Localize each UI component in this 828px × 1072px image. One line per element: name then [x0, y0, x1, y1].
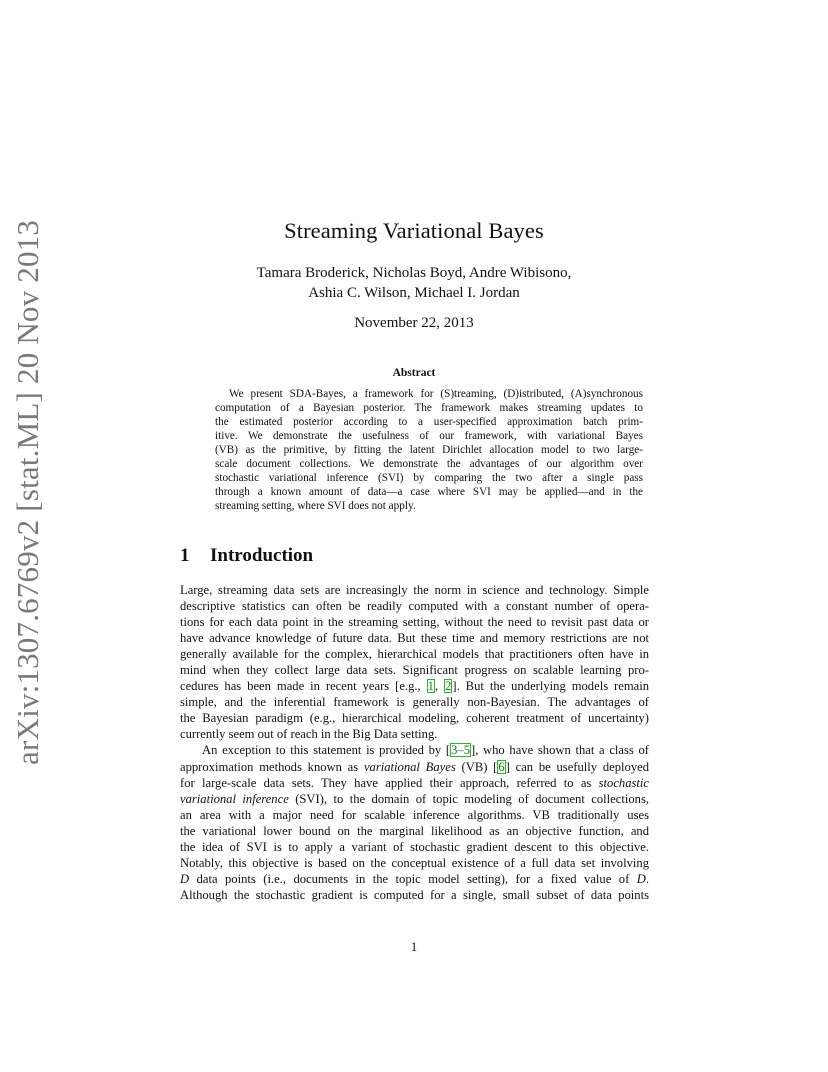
body-line: the idea of SVI is to apply a variant of stochastic gradient descent to this objective. [180, 839, 649, 854]
section-heading [180, 545, 313, 567]
text-fragment: ] can be usefully deployed [505, 759, 650, 774]
text-fragment: cedures has been made in recent years [e.g., [180, 679, 421, 694]
arxiv-identifier: arXiv:1307.6769v2 [stat.ML] 20 Nov 2013 [10, 219, 45, 765]
body-line [180, 775, 649, 791]
body-line: cedures has been made in recent years [e.g., 1, 2]. But the underlying models remain [180, 679, 650, 694]
abstract-line: streaming setting, where SVI does not apply. [215, 499, 416, 512]
author-list [0, 264, 828, 303]
paper-title: Streaming Variational Bayes [284, 218, 544, 243]
body-line: an area with a major need for scalable inference algorithms. VB traditionally uses [180, 807, 649, 822]
text-fragment: An exception to this statement is provided by [ [202, 743, 451, 758]
authors-line-2: Ashia C. Wilson, Michael I. Jordan [308, 284, 520, 301]
body-line [180, 871, 649, 887]
body-line: generally available for the complex, hierarchical models that practitioners often have in [180, 647, 649, 662]
section-number: 1 [180, 545, 190, 566]
text-fragment: ]. But the underlying models remain [452, 679, 650, 694]
body-line: mind when they collect large data sets. Significant progress on scalable learning pro- [180, 663, 649, 678]
abstract-line: itive. We demonstrate the usefulness of our framework, with variational Bayes [215, 429, 643, 442]
emphasis-text: variational Bayes [363, 759, 456, 774]
citation-link-6[interactable]: 6 [498, 759, 505, 774]
emphasis-text: variational inference [180, 791, 289, 806]
text-fragment: (SVI), to the domain of topic modeling of document collections, [295, 791, 649, 806]
body-line: the Bayesian paradigm (e.g., hierarchical modeling, coherent treatment of uncertainty) [180, 711, 649, 726]
body-text [180, 582, 649, 903]
abstract-heading: Abstract [392, 367, 436, 379]
abstract-line: (VB) as the primitive, by fitting the latent Dirichlet allocation model to two large- [215, 443, 643, 456]
body-line [180, 742, 649, 758]
body-line: simple, and the inferential framework is generally non-Bayesian. The advantages of [180, 695, 649, 710]
abstract-body [215, 388, 643, 514]
abstract-line: stochastic variational inference (SVI) by comparing the two after a single pass [215, 471, 643, 484]
abstract-line: through a known amount of data—a case where SVI may be applied—and in the [215, 485, 643, 498]
abstract-line: the estimated posterior according to a user-specified approximation batch prim- [215, 415, 643, 428]
body-line: have advance knowledge of future data. But these time and memory restrictions are not [180, 631, 649, 646]
body-line: Large, streaming data sets are increasingly the norm in science and technology. Simple [180, 583, 649, 597]
body-line: tions for each data point in the streaming setting, without the need to revisit past data or [180, 615, 649, 630]
section-title: Introduction [210, 545, 314, 566]
body-line: Notably, this objective is based on the conceptual existence of a full data set involving [180, 855, 649, 870]
math-variable: D [180, 871, 190, 886]
paper-date: November 22, 2013 [354, 315, 474, 331]
abstract-line: We present SDA-Bayes, a framework for (S)treaming, (D)istributed, (A)synchronous [229, 388, 643, 400]
abstract-line: computation of a Bayesian posterior. The framework makes streaming updates to [215, 401, 643, 414]
body-line: Although the stochastic gradient is computed for a single, small subset of data points [180, 887, 649, 902]
text-fragment: ], who have shown that a class of [471, 743, 649, 758]
body-line: currently seem out of reach in the Big Data setting. [180, 727, 438, 742]
text-fragment: (VB) [ [461, 759, 498, 774]
citation-link-1[interactable]: 1 [427, 679, 434, 694]
text-fragment: for large-scale data sets. They have applied their approach, referred to as [180, 775, 592, 790]
body-line [180, 759, 649, 775]
citation-link-2[interactable]: 2 [445, 679, 452, 694]
body-line: descriptive statistics can often be readily computed with a constant number of opera- [180, 599, 649, 614]
emphasis-text: stochastic [598, 775, 649, 790]
math-variable: D [636, 871, 646, 886]
citation-link-3-5[interactable]: 3–5 [451, 743, 470, 758]
text-fragment: . [645, 871, 649, 886]
body-line [180, 791, 649, 807]
body-line: the variational lower bound on the marginal likelihood as an objective function, and [180, 823, 649, 838]
authors-line-1: Tamara Broderick, Nicholas Boyd, Andre Wibisono, [256, 265, 572, 281]
text-fragment: data points (i.e., documents in the topic model setting), for a fixed value of [196, 871, 630, 886]
text-fragment: approximation methods known as [180, 759, 359, 774]
page-number: 1 [410, 940, 418, 954]
abstract-line: scale document collections. We demonstrate the advantages of our algorithm over [215, 457, 643, 470]
